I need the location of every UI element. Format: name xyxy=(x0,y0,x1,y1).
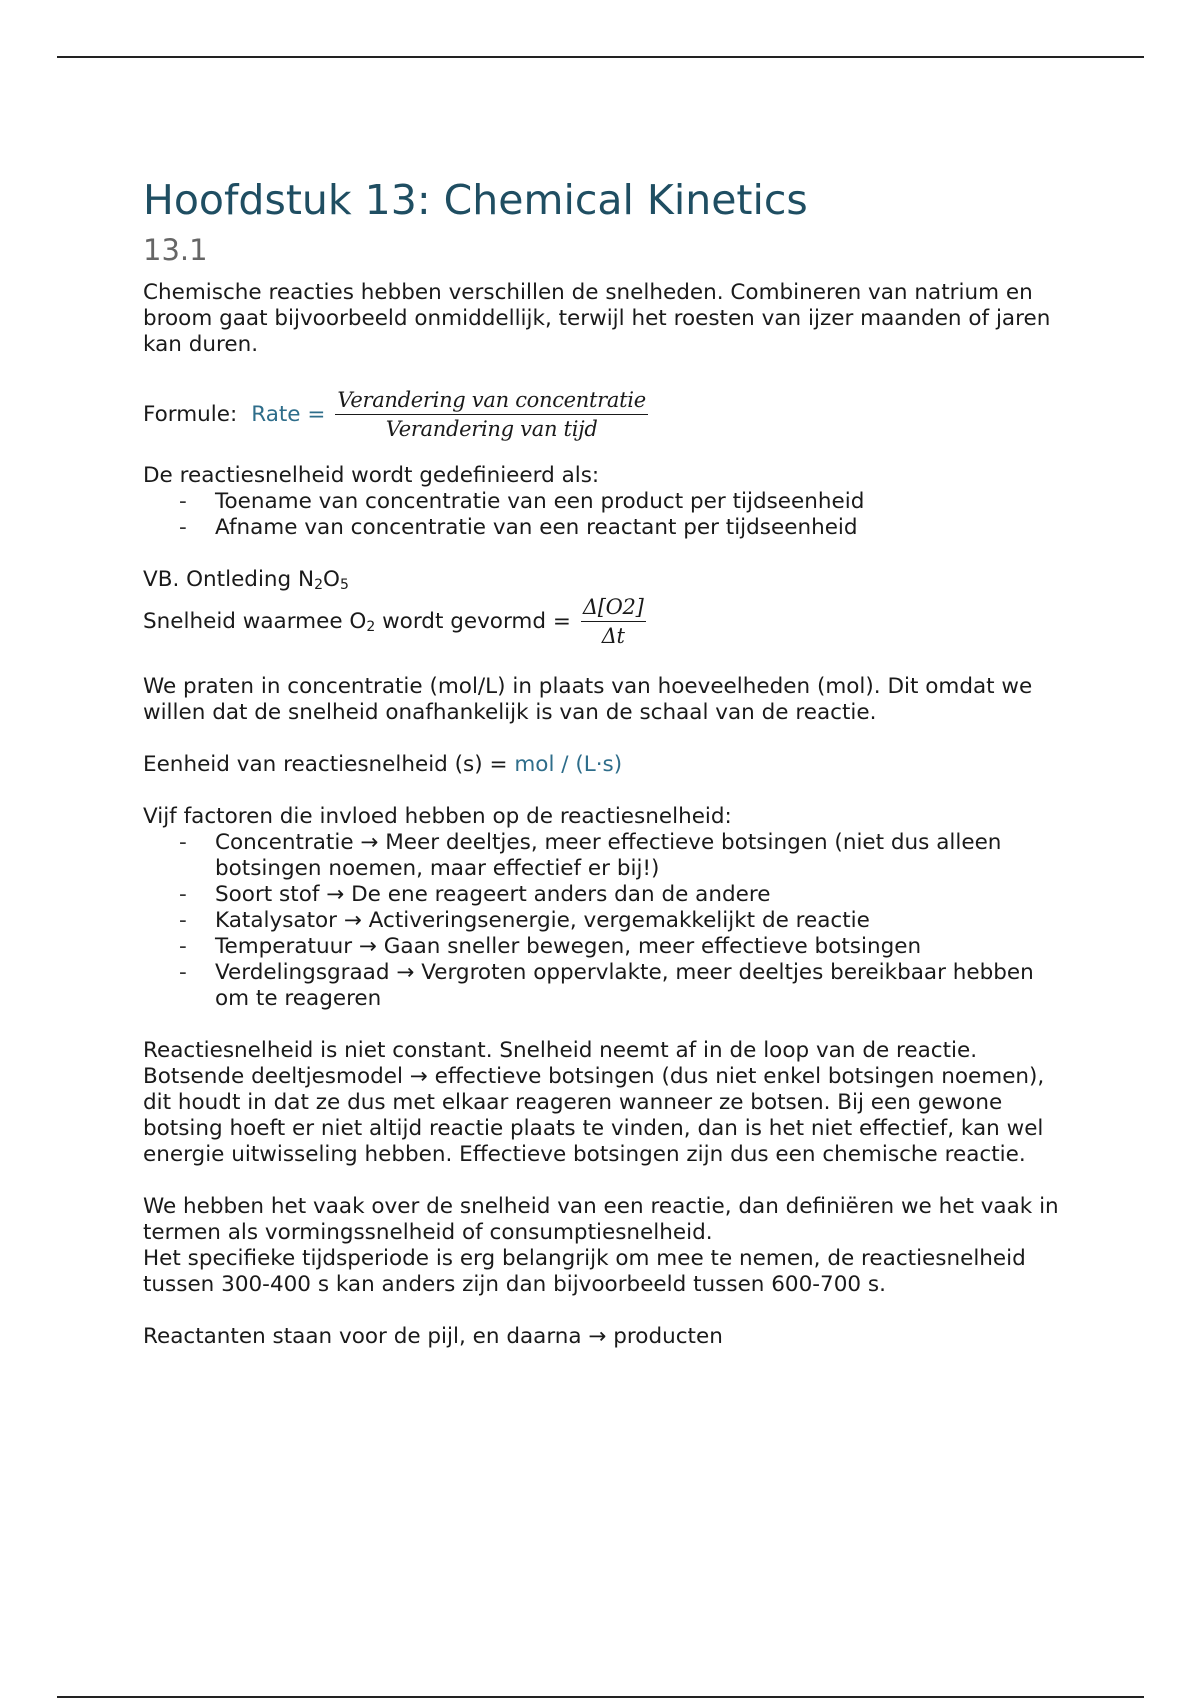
concentration-paragraph: We praten in concentratie (mol/L) in plaats van hoeveelheden (mol). Dit omdat we willen dat de snelheid onafhankelijk is van de schaal van de reactie. xyxy=(143,674,1033,725)
rate-formula xyxy=(143,388,1063,441)
factors-list xyxy=(143,830,1063,1012)
definition-heading: De reactiesnelheid wordt gedefinieerd als: xyxy=(143,463,600,488)
document-page xyxy=(143,174,1063,1350)
list-item: - Afname van concentratie van een reactant per tijdseenheid xyxy=(143,515,1063,541)
list-item: - Temperatuur → Gaan sneller bewegen, meer effectieve botsingen xyxy=(143,934,1063,960)
list-item: - Toename van concentratie van een product per tijdseenheid xyxy=(143,489,1063,515)
list-item: - Verdelingsgraad → Vergroten oppervlakte, meer deeltjes bereikbaar hebben om te reageren xyxy=(143,960,1063,1012)
list-item: - Concentratie → Meer deeltjes, meer effectieve botsingen (niet dus alleen botsingen noemen, maar effectief er bij!) xyxy=(143,830,1063,882)
collisions-paragraph: Reactiesnelheid is niet constant. Snelheid neemt af in de loop van de reactie. Botsende deeltjesmodel → effectieve botsingen (dus niet enkel botsingen noemen), dit houdt in dat ze dus met elkaar reageren wanneer ze botsen. Bij een gewone botsing hoeft er niet altijd reactie plaats te vinden, dan is het niet effectief, kan wel energie uitwisseling hebben. Effectieve botsingen zijn dus een chemische reactie. xyxy=(143,1038,1045,1167)
page-title: Hoofdstuk 13: Chemical Kinetics xyxy=(143,176,808,224)
formula-numerator: Verandering van concentratie xyxy=(335,388,647,415)
oxygen-rate-numerator: Δ[O2] xyxy=(581,595,646,622)
oxygen-rate-fraction xyxy=(581,595,646,648)
oxygen-rate-label: Snelheid waarmee $O_2$ wordt gevormd = xyxy=(143,608,571,635)
header-rule xyxy=(57,56,1144,58)
list-item: - Soort stof → De ene reageert anders dan de andere xyxy=(143,882,1063,908)
rates-paragraph-2: Het specifieke tijdsperiode is erg belangrijk om mee te nemen, de reactiesnelheid tussen 300-400 s kan anders zijn dan bijvoorbeeld tussen 600-700 s. xyxy=(143,1246,1026,1297)
formula-label: Formule: xyxy=(143,401,238,427)
formula-fraction xyxy=(335,388,647,441)
definition-list xyxy=(143,489,1063,541)
unit-line: Eenheid van reactiesnelheid (s) = mol / (L·s) xyxy=(143,752,623,777)
list-item: - Katalysator → Activeringsenergie, vergemakkelijkt de reactie xyxy=(143,908,1063,934)
example-heading: VB. Ontleding $N_2O_5$ xyxy=(143,567,349,593)
closing-line: Reactanten staan voor de pijl, en daarna → producten xyxy=(143,1324,723,1349)
unit-value: mol / (L·s) xyxy=(514,752,623,777)
section-heading: 13.1 xyxy=(143,233,208,267)
intro-paragraph: Chemische reacties hebben verschillen de snelheden. Combineren van natrium en broom gaat bijvoorbeeld onmiddellijk, terwijl het roesten van ijzer maanden of jaren kan duren. xyxy=(143,280,1051,357)
factors-heading: Vijf factoren die invloed hebben op de reactiesnelheid: xyxy=(143,804,732,829)
formula-denominator: Verandering van tijd xyxy=(385,417,598,441)
formula-lhs: Rate = xyxy=(251,401,326,427)
oxygen-rate-formula xyxy=(143,595,1063,648)
footer-rule xyxy=(57,1696,1144,1698)
rates-paragraph-1: We hebben het vaak over de snelheid van een reactie, dan definiëren we het vaak in termen als vormingssnelheid of consumptiesnelheid. xyxy=(143,1194,1059,1245)
oxygen-rate-denominator: Δt xyxy=(601,624,625,648)
